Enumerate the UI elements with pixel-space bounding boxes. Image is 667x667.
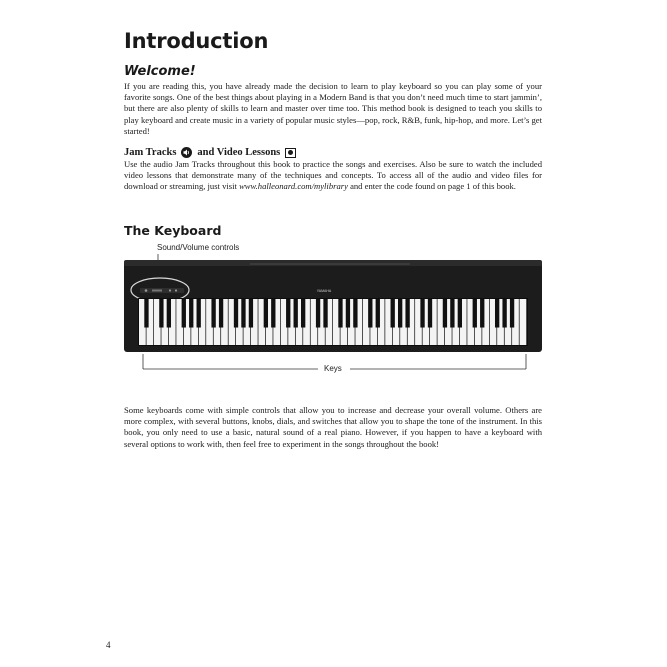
keyboard-groove: [250, 263, 410, 265]
black-key: [458, 299, 462, 328]
black-key: [211, 299, 215, 328]
black-key: [495, 299, 499, 328]
keys-label: Keys: [324, 364, 342, 373]
sound-volume-label: Sound/Volume controls: [157, 243, 240, 252]
black-key: [249, 299, 253, 328]
white-key: [520, 299, 527, 345]
black-key: [197, 299, 201, 328]
black-key: [301, 299, 305, 328]
page-number: 4: [106, 640, 111, 650]
power-button: [145, 289, 148, 292]
black-key: [450, 299, 454, 328]
black-key: [182, 299, 186, 328]
black-key: [502, 299, 506, 328]
black-key: [159, 299, 163, 328]
function-button: [169, 289, 171, 291]
library-url[interactable]: www.halleonard.com/mylibrary: [239, 181, 348, 192]
jam-text-after-url: and enter the code found on page 1 of this book.: [347, 181, 516, 192]
closing-paragraph: Some keyboards come with simple controls that allow you to increase and decrease your overall volume. Others are more complex, with several buttons, knobs, dials, and switches that allow you to shape the tone of the instrument. In this book, you only need to use a basic, natural sound of a real piano. However, if you happen to have a keyboard with several options to work with, then feel free to experiment in the songs throughout the book!: [124, 405, 542, 449]
jam-text-before-url: Use the audio Jam Tracks throughout this book to practice the songs and exercises. Also be sure to watch the included video lessons that demonstrate many of the techniques and concepts. To access all of the audio and video files for download or streaming, just visit: [124, 159, 542, 192]
volume-slider: [152, 290, 162, 292]
welcome-paragraph: If you are reading this, you have already made the decision to learn to play keyboard so you can play some of your favorite songs. One of the best things about playing in a Modern Band is that you don’t need much time to start jammin’, but there are also plenty of skills to learn and master over time too. This method book is designed to teach you skills to play keyboard and create music in a variety of popular music styles—pop, rock, R&B, funk, hip-hop, and more. Let’s get started!: [124, 81, 542, 136]
black-key: [510, 299, 514, 328]
black-key: [241, 299, 245, 328]
black-key: [219, 299, 223, 328]
black-key: [420, 299, 424, 328]
black-key: [144, 299, 148, 328]
black-key: [338, 299, 342, 328]
welcome-heading: Welcome!: [124, 64, 196, 79]
grand-piano-button: [175, 289, 177, 291]
video-lessons-label: and Video Lessons: [197, 147, 281, 158]
page-title: Introduction: [124, 29, 269, 53]
black-key: [391, 299, 395, 328]
brand-mark: YAMAHA: [316, 289, 332, 293]
jam-tracks-label: Jam Tracks: [124, 147, 177, 158]
black-key: [323, 299, 327, 328]
black-key: [286, 299, 290, 328]
black-key: [443, 299, 447, 328]
black-key: [167, 299, 171, 328]
black-key: [398, 299, 402, 328]
black-key: [234, 299, 238, 328]
black-key: [376, 299, 380, 328]
black-key: [189, 299, 193, 328]
black-key: [353, 299, 357, 328]
keyboard-section-heading: The Keyboard: [124, 223, 222, 238]
black-key: [405, 299, 409, 328]
black-key: [428, 299, 432, 328]
black-key: [264, 299, 268, 328]
black-key: [473, 299, 477, 328]
black-key: [368, 299, 372, 328]
black-key: [271, 299, 275, 328]
black-key: [346, 299, 350, 328]
black-key: [480, 299, 484, 328]
black-key: [294, 299, 298, 328]
black-key: [316, 299, 320, 328]
